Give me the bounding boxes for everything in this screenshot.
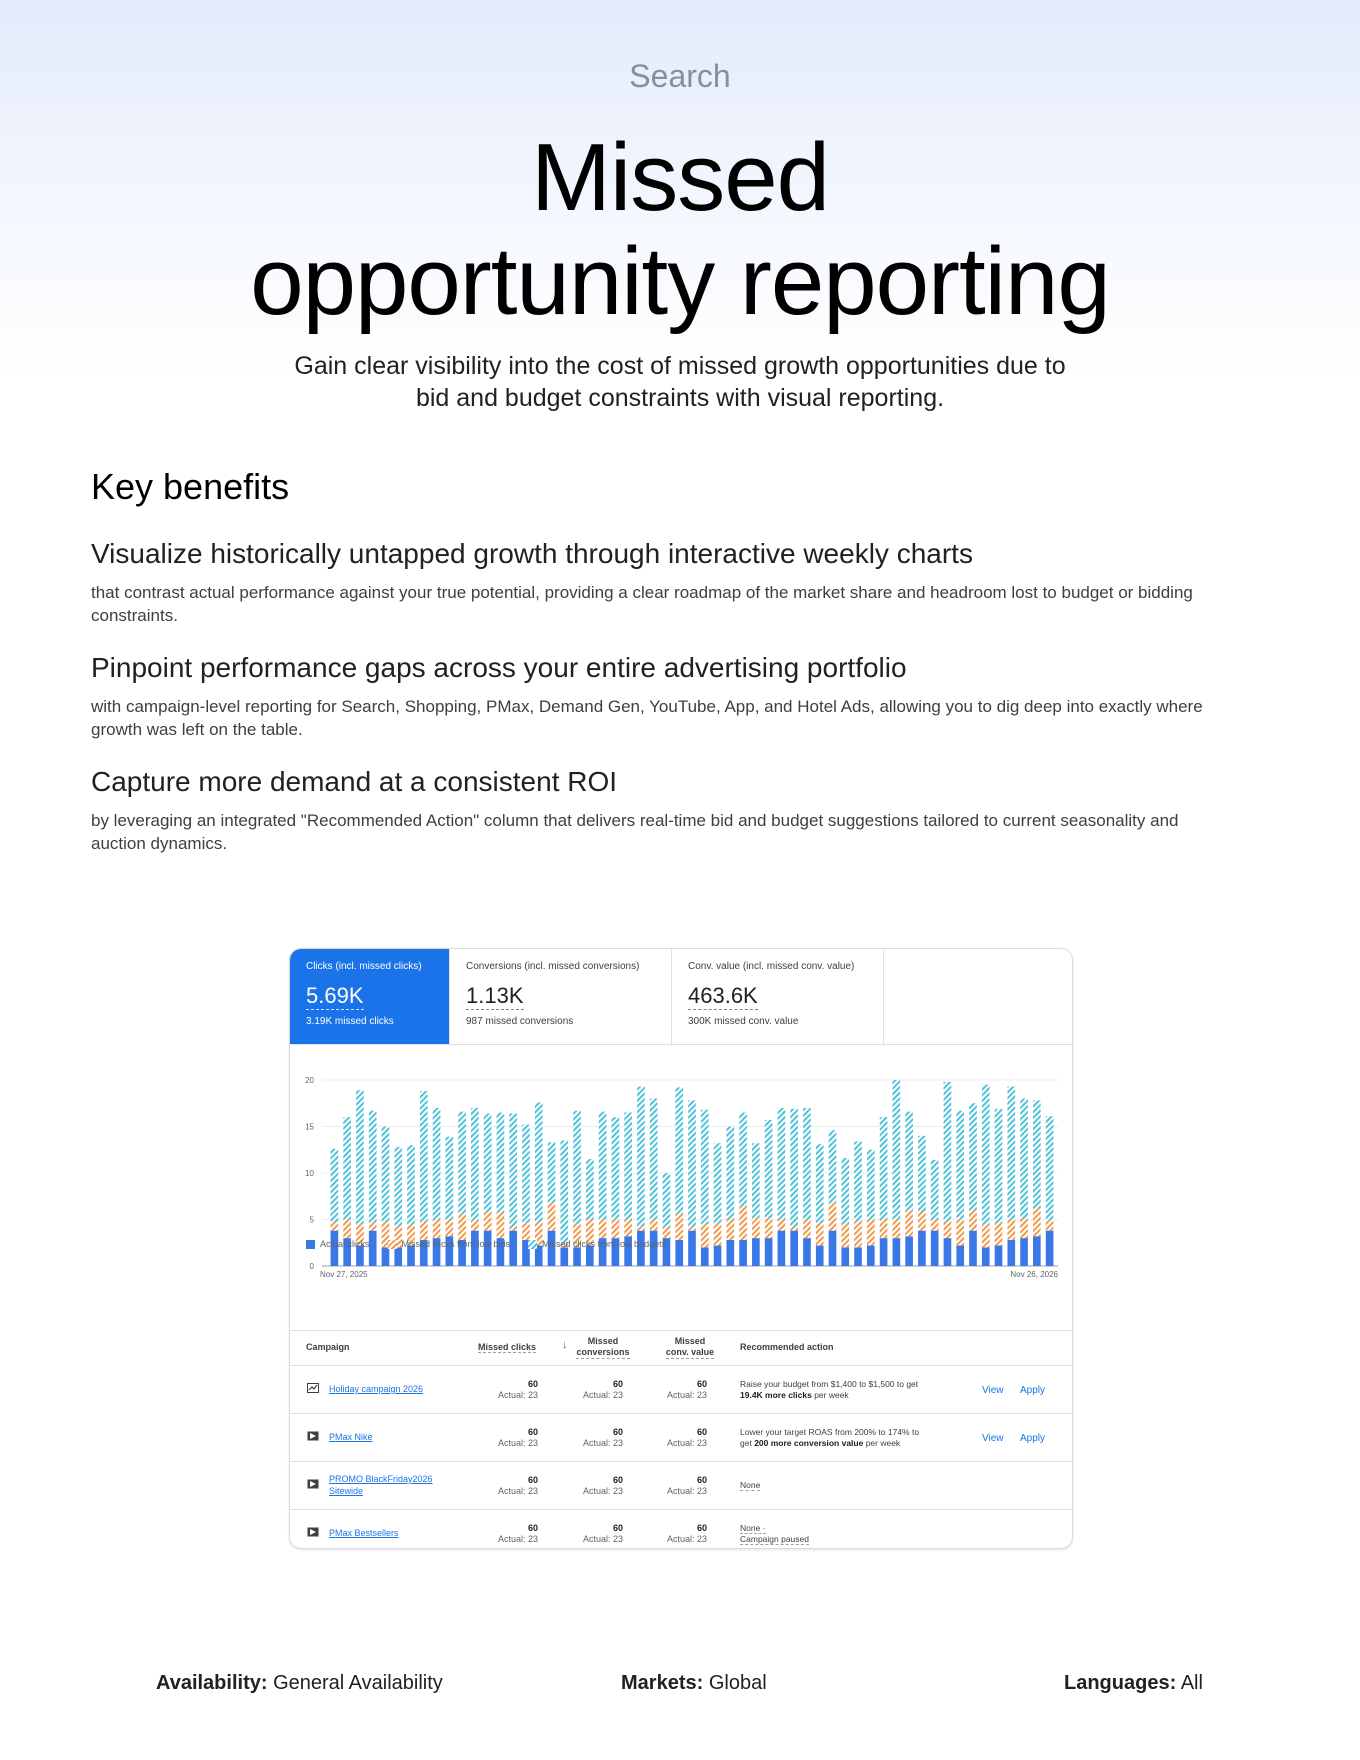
bar-segment-missed-low-budgets[interactable] (331, 1149, 339, 1222)
column-header-line: Missed (587, 1336, 619, 1346)
y-tick-label: 5 (309, 1215, 314, 1225)
recommendation-none[interactable]: None · (740, 1523, 766, 1533)
cell-value: 60 (612, 1475, 623, 1485)
bar-segment-actual-clicks[interactable] (854, 1247, 862, 1266)
cell-value: 60 (612, 1523, 623, 1533)
view-recommendation-button[interactable]: View (982, 1385, 1004, 1396)
bar-segment-missed-low-budgets[interactable] (560, 1140, 568, 1243)
bar-segment-missed-low-bids[interactable] (893, 1220, 901, 1239)
bar-segment-actual-clicks[interactable] (675, 1240, 683, 1266)
bar-segment-missed-low-bids[interactable] (790, 1227, 798, 1231)
cell-actual: Actual: 23 (497, 1438, 538, 1448)
bar-segment-missed-low-bids[interactable] (650, 1220, 658, 1231)
cell-actual: Actual: 23 (582, 1486, 623, 1496)
bar-segment-actual-clicks[interactable] (995, 1246, 1003, 1266)
recommendation-line (740, 1523, 940, 1534)
bar-segment-missed-low-budgets[interactable] (394, 1147, 402, 1227)
availability-info (156, 1672, 443, 1695)
bar-segment-missed-low-budgets[interactable] (1033, 1100, 1041, 1208)
bar-segment-actual-clicks[interactable] (573, 1247, 581, 1266)
y-tick-label: 20 (305, 1076, 314, 1085)
bar-segment-missed-low-budgets[interactable] (867, 1150, 875, 1220)
bar-segment-missed-low-budgets[interactable] (599, 1112, 607, 1220)
bar-segment-actual-clicks[interactable] (394, 1247, 402, 1266)
bar-segment-actual-clicks[interactable] (765, 1238, 773, 1266)
bar-segment-missed-low-budgets[interactable] (1046, 1116, 1054, 1220)
campaign-name-line: PROMO BlackFriday2026 (329, 1474, 433, 1484)
page-title-line-1: Missed (530, 124, 830, 231)
availability-value: General Availability (273, 1672, 443, 1694)
bar-segment-missed-low-budgets[interactable] (944, 1082, 952, 1222)
apply-recommendation-button[interactable]: Apply (1020, 1385, 1046, 1396)
bar-segment-missed-low-budgets[interactable] (382, 1127, 390, 1223)
bar-segment-missed-low-bids[interactable] (548, 1203, 556, 1231)
missed-conv-value-cell (647, 1475, 707, 1497)
table-header-row (290, 1331, 1072, 1366)
bar-segment-missed-low-bids[interactable] (714, 1223, 722, 1245)
metric-value: 1.13K (466, 983, 524, 1008)
bar-segment-missed-low-budgets[interactable] (956, 1111, 964, 1220)
campaign-link[interactable]: PMax Bestsellers (329, 1528, 399, 1538)
recommended-action-text (740, 1427, 940, 1449)
cell-value: 60 (696, 1475, 707, 1485)
cell-value: 60 (527, 1523, 538, 1533)
bar-segment-missed-low-budgets[interactable] (548, 1142, 556, 1202)
cell-actual: Actual: 23 (497, 1390, 538, 1400)
bar-segment-actual-clicks[interactable] (982, 1247, 990, 1266)
cell-value: 60 (696, 1427, 707, 1437)
missed-conversions-cell (563, 1475, 623, 1497)
bar-segment-actual-clicks[interactable] (867, 1246, 875, 1266)
legend-swatch-low-bids (388, 1240, 397, 1249)
recommended-action-text (740, 1379, 940, 1401)
missed-opportunity-report-card (289, 948, 1073, 1549)
bar-segment-missed-low-budgets[interactable] (918, 1136, 926, 1212)
languages-info (1064, 1672, 1203, 1695)
bar-segment-missed-low-budgets[interactable] (522, 1125, 530, 1224)
bar-segment-actual-clicks[interactable] (560, 1247, 568, 1266)
bar-segment-missed-low-bids[interactable] (624, 1220, 632, 1237)
subtitle-line-1: Gain clear visibility into the cost of missed growth opportunities due to (294, 352, 1066, 380)
cell-actual: Actual: 23 (497, 1534, 538, 1544)
bar-segment-missed-low-bids[interactable] (854, 1221, 862, 1247)
bar-segment-actual-clicks[interactable] (944, 1238, 952, 1266)
bar-segment-missed-low-bids[interactable] (905, 1210, 913, 1236)
bar-segment-missed-low-budgets[interactable] (726, 1127, 734, 1220)
cell-value: 60 (612, 1379, 623, 1389)
bar-segment-actual-clicks[interactable] (726, 1240, 734, 1266)
view-recommendation-button[interactable]: View (982, 1433, 1004, 1444)
bar-segment-missed-low-budgets[interactable] (765, 1120, 773, 1219)
bar-segment-missed-low-bids[interactable] (637, 1226, 645, 1231)
cell-actual: Actual: 23 (582, 1390, 623, 1400)
sort-descending-icon[interactable]: ↓ (562, 1339, 568, 1351)
bar-segment-missed-low-budgets[interactable] (356, 1090, 364, 1224)
bar-segment-missed-low-budgets[interactable] (905, 1112, 913, 1211)
bar-segment-missed-low-budgets[interactable] (420, 1091, 428, 1221)
bar-segment-missed-low-budgets[interactable] (586, 1159, 594, 1219)
bar-segment-missed-low-bids[interactable] (420, 1221, 428, 1240)
legend-swatch-low-budgets (528, 1240, 537, 1249)
recommendation-suffix: per week (863, 1438, 901, 1448)
campaign-link[interactable]: PMax Nike (329, 1432, 373, 1442)
bar-segment-actual-clicks[interactable] (931, 1231, 939, 1266)
bar-segment-actual-clicks[interactable] (918, 1231, 926, 1266)
metric-scorecards (290, 949, 1072, 1045)
metric-card-conversions[interactable] (450, 949, 672, 1044)
bar-segment-actual-clicks[interactable] (829, 1231, 837, 1266)
bar-segment-missed-low-budgets[interactable] (841, 1158, 849, 1224)
table-row (290, 1462, 1072, 1510)
table-row (290, 1510, 1072, 1549)
bar-segment-missed-low-bids[interactable] (509, 1227, 517, 1231)
column-header-line: Missed (674, 1336, 706, 1346)
recommended-action-text (740, 1480, 940, 1491)
product-area-label: Search (629, 58, 731, 94)
column-header-missed-clicks[interactable]: Missed clicks (478, 1342, 537, 1352)
missed-clicks-cell (478, 1379, 538, 1401)
bar-segment-missed-low-budgets[interactable] (982, 1085, 990, 1225)
legend-swatch-actual (306, 1240, 315, 1249)
benefit-body: by leveraging an integrated "Recommended Action" column that delivers real-time bid and budget suggestions tailored to current seasonality and auction dynamics. (91, 811, 1179, 853)
bar-segment-actual-clicks[interactable] (956, 1246, 964, 1266)
bar-segment-missed-low-bids[interactable] (701, 1224, 709, 1247)
bar-segment-actual-clicks[interactable] (880, 1238, 888, 1266)
availability-label: Availability: (156, 1672, 268, 1694)
recommended-action-text (740, 1523, 940, 1545)
bar-segment-missed-low-bids[interactable] (931, 1220, 939, 1231)
bar-segment-missed-low-bids[interactable] (918, 1212, 926, 1231)
bar-segment-actual-clicks[interactable] (1033, 1236, 1041, 1266)
x-tick-label-start: Nov 27, 2025 (320, 1270, 368, 1279)
recommendation-highlight: 200 more conversion value (754, 1438, 864, 1448)
pmax-campaign-icon (307, 1431, 319, 1441)
bar-segment-missed-low-bids[interactable] (752, 1218, 760, 1238)
campaign-link[interactable]: Holiday campaign 2026 (329, 1384, 424, 1394)
bar-segment-missed-low-bids[interactable] (816, 1223, 824, 1245)
metric-label: Conv. value (incl. missed conv. value) (688, 961, 855, 972)
metric-label: Clicks (incl. missed clicks) (306, 961, 422, 972)
recommendation-none[interactable]: None (740, 1480, 761, 1490)
bar-segment-missed-low-bids[interactable] (522, 1223, 530, 1240)
bar-segment-missed-low-budgets[interactable] (688, 1100, 696, 1226)
bar-segment-actual-clicks[interactable] (1020, 1238, 1028, 1266)
bar-segment-missed-low-bids[interactable] (841, 1224, 849, 1247)
bar-segment-missed-low-budgets[interactable] (484, 1113, 492, 1212)
metric-subtext: 987 missed conversions (466, 1016, 574, 1027)
x-tick-label-end: Nov 26, 2026 (1010, 1270, 1058, 1279)
bar-segment-missed-low-budgets[interactable] (1020, 1099, 1028, 1219)
bar-segment-missed-low-bids[interactable] (1020, 1219, 1028, 1239)
search-campaign-icon (307, 1383, 319, 1393)
benefit-item (91, 537, 1221, 627)
pmax-campaign-icon (307, 1527, 319, 1537)
benefit-item (91, 651, 1221, 741)
bar-segment-missed-low-bids[interactable] (803, 1220, 811, 1239)
bar-segment-actual-clicks[interactable] (816, 1246, 824, 1266)
metric-card-empty (884, 949, 1072, 1044)
campaign-table (290, 1330, 1072, 1549)
benefit-item (91, 765, 1221, 855)
legend-item-low-bids[interactable] (388, 1239, 511, 1249)
column-header-recommended-action[interactable]: Recommended action (740, 1342, 834, 1352)
table-row (290, 1366, 1072, 1414)
bar-segment-missed-low-bids[interactable] (458, 1214, 466, 1240)
bar-segment-missed-low-budgets[interactable] (663, 1173, 671, 1227)
languages-label: Languages: (1064, 1672, 1177, 1694)
bar-segment-missed-low-bids[interactable] (739, 1206, 747, 1239)
bar-segment-missed-low-budgets[interactable] (816, 1144, 824, 1223)
cell-value: 60 (696, 1379, 707, 1389)
missed-conversions-cell (563, 1427, 623, 1449)
column-header-line: conversions (576, 1347, 630, 1357)
bar-segment-missed-low-budgets[interactable] (624, 1113, 632, 1220)
bar-segment-actual-clicks[interactable] (752, 1238, 760, 1266)
missed-conv-value-cell (647, 1379, 707, 1401)
bar-segment-missed-low-bids[interactable] (995, 1223, 1003, 1245)
page-title (0, 126, 1360, 334)
key-benefits-heading: Key benefits (91, 466, 290, 507)
bar-segment-missed-low-bids[interactable] (446, 1220, 454, 1237)
missed-clicks-cell (478, 1475, 538, 1497)
bar-segment-missed-low-bids[interactable] (369, 1222, 377, 1230)
campaign-link[interactable] (329, 1473, 433, 1497)
bar-segment-actual-clicks[interactable] (701, 1247, 709, 1266)
bar-segment-actual-clicks[interactable] (905, 1236, 913, 1266)
cell-actual: Actual: 23 (582, 1438, 623, 1448)
bar-segment-missed-low-bids[interactable] (969, 1210, 977, 1230)
bar-segment-actual-clicks[interactable] (790, 1231, 798, 1266)
bar-segment-missed-low-bids[interactable] (663, 1227, 671, 1238)
bar-segment-missed-low-bids[interactable] (765, 1219, 773, 1239)
bar-segment-missed-low-bids[interactable] (982, 1224, 990, 1247)
metric-value: 5.69K (306, 983, 364, 1008)
bar-segment-missed-low-budgets[interactable] (803, 1108, 811, 1220)
bar-segment-missed-low-budgets[interactable] (701, 1110, 709, 1224)
table-row (290, 1414, 1072, 1462)
column-header-missed-conv-value[interactable] (655, 1336, 725, 1359)
y-tick-label: 15 (305, 1122, 314, 1132)
bar-segment-actual-clicks[interactable] (1046, 1231, 1054, 1266)
bar-segment-missed-low-budgets[interactable] (893, 1080, 901, 1220)
metric-subtext: 3.19K missed clicks (306, 1016, 394, 1027)
bar-segment-missed-low-bids[interactable] (675, 1214, 683, 1240)
bar-segment-missed-low-budgets[interactable] (433, 1108, 441, 1220)
page-title-line-2: opportunity reporting (250, 228, 1110, 335)
subtitle-line-2: bid and budget constraints with visual reporting. (415, 384, 945, 412)
bar-segment-missed-low-bids[interactable] (829, 1203, 837, 1231)
bar-segment-actual-clicks[interactable] (841, 1247, 849, 1266)
campaign-status[interactable]: Campaign paused (740, 1534, 809, 1544)
cell-value: 60 (527, 1427, 538, 1437)
bar-segment-missed-low-budgets[interactable] (969, 1103, 977, 1210)
bar-segment-missed-low-budgets[interactable] (714, 1143, 722, 1223)
bar-segment-missed-low-bids[interactable] (484, 1212, 492, 1231)
markets-label: Markets: (621, 1672, 704, 1694)
chart-legend (306, 1239, 666, 1249)
bar-segment-actual-clicks[interactable] (714, 1246, 722, 1266)
bar-segment-missed-low-bids[interactable] (343, 1220, 351, 1239)
markets-value: Global (708, 1672, 767, 1694)
bar-segment-missed-low-budgets[interactable] (752, 1143, 760, 1217)
bar-segment-missed-low-budgets[interactable] (739, 1113, 747, 1207)
bar-segment-missed-low-budgets[interactable] (458, 1112, 466, 1214)
bar-segment-missed-low-bids[interactable] (331, 1222, 339, 1230)
bar-segment-actual-clicks[interactable] (893, 1238, 901, 1266)
bar-segment-missed-low-budgets[interactable] (407, 1145, 415, 1224)
pmax-campaign-icon (307, 1479, 319, 1489)
recommendation-line: Lower your target ROAS from 200% to 174% to (740, 1427, 920, 1437)
column-header-missed-conversions[interactable] (568, 1336, 638, 1359)
metric-subtext: 300K missed conv. value (688, 1016, 799, 1027)
bar-segment-missed-low-budgets[interactable] (637, 1087, 645, 1227)
recommendation-suffix: per week (811, 1390, 849, 1400)
cell-actual: Actual: 23 (666, 1438, 707, 1448)
metric-label: Conversions (incl. missed conversions) (466, 961, 640, 972)
missed-clicks-cell (478, 1427, 538, 1449)
cell-actual: Actual: 23 (582, 1534, 623, 1544)
y-tick-label: 10 (305, 1169, 314, 1178)
cell-actual: Actual: 23 (666, 1390, 707, 1400)
column-header-line: conv. value (665, 1347, 715, 1357)
bar-segment-missed-low-budgets[interactable] (854, 1141, 862, 1221)
missed-conversions-cell (563, 1379, 623, 1401)
recommendation-line (740, 1438, 940, 1449)
bar-segment-missed-low-budgets[interactable] (471, 1108, 479, 1221)
metric-card-conv-value[interactable] (672, 949, 884, 1044)
cell-value: 60 (612, 1427, 623, 1437)
bar-segment-missed-low-budgets[interactable] (369, 1111, 377, 1223)
legend-label: Missed clicks from low budgets (542, 1239, 667, 1249)
bar-segment-missed-low-budgets[interactable] (497, 1113, 505, 1213)
bar-segment-missed-low-bids[interactable] (1046, 1220, 1054, 1230)
recommendation-highlight: 19.4K more clicks (740, 1390, 812, 1400)
bar-segment-missed-low-budgets[interactable] (509, 1113, 517, 1226)
bar-segment-missed-low-budgets[interactable] (931, 1160, 939, 1220)
apply-recommendation-button[interactable]: Apply (1020, 1433, 1046, 1444)
page-subtitle (230, 350, 1130, 414)
legend-label: Actual clicks (320, 1239, 370, 1249)
bar-segment-missed-low-budgets[interactable] (446, 1137, 454, 1220)
benefit-body: that contrast actual performance against your true potential, providing a clear roadmap of the market share and headroom lost to budget or bidding constraints. (91, 583, 1193, 625)
cell-actual: Actual: 23 (666, 1534, 707, 1544)
missed-conversions-cell (563, 1523, 623, 1545)
languages-value: All (1180, 1672, 1203, 1694)
bar-segment-missed-low-budgets[interactable] (880, 1117, 888, 1219)
cell-value: 60 (696, 1523, 707, 1533)
bar-segment-missed-low-budgets[interactable] (778, 1108, 786, 1220)
legend-label: Missed clicks from low bids (401, 1239, 511, 1249)
bar-segment-missed-low-budgets[interactable] (995, 1109, 1003, 1223)
missed-conv-value-cell (647, 1523, 707, 1545)
benefit-heading: Pinpoint performance gaps across your entire advertising portfolio (91, 652, 907, 683)
bar-segment-actual-clicks[interactable] (969, 1231, 977, 1266)
recommendation-line (740, 1390, 940, 1401)
bar-segment-missed-low-budgets[interactable] (573, 1111, 581, 1224)
bar-segment-missed-low-bids[interactable] (1007, 1220, 1015, 1240)
bar-segment-missed-low-budgets[interactable] (650, 1099, 658, 1220)
bar-segment-actual-clicks[interactable] (1007, 1240, 1015, 1266)
cell-actual: Actual: 23 (666, 1486, 707, 1496)
bar-segment-actual-clicks[interactable] (778, 1231, 786, 1266)
bar-segment-missed-low-budgets[interactable] (790, 1109, 798, 1227)
bar-segment-missed-low-bids[interactable] (944, 1221, 952, 1238)
bar-segment-actual-clicks[interactable] (739, 1240, 747, 1266)
benefit-heading: Visualize historically untapped growth through interactive weekly charts (91, 538, 973, 569)
y-tick-label: 0 (309, 1262, 314, 1271)
bar-segment-missed-low-bids[interactable] (778, 1220, 786, 1231)
bar-segment-actual-clicks[interactable] (688, 1231, 696, 1266)
legend-item-low-budgets[interactable] (528, 1239, 666, 1249)
bar-segment-missed-low-budgets[interactable] (1007, 1087, 1015, 1220)
metric-value: 463.6K (688, 983, 758, 1008)
bar-segment-missed-low-budgets[interactable] (612, 1117, 620, 1219)
column-header-campaign[interactable]: Campaign (306, 1342, 350, 1352)
bar-segment-missed-low-bids[interactable] (867, 1220, 875, 1246)
cell-value: 60 (527, 1475, 538, 1485)
campaign-name-line: Sitewide (329, 1486, 364, 1496)
bar-segment-missed-low-budgets[interactable] (675, 1087, 683, 1213)
metric-card-clicks[interactable] (290, 949, 450, 1044)
cell-actual: Actual: 23 (497, 1486, 538, 1496)
bar-segment-missed-low-bids[interactable] (433, 1220, 441, 1239)
missed-conv-value-cell (647, 1427, 707, 1449)
markets-info (621, 1672, 767, 1695)
missed-clicks-cell (478, 1523, 538, 1545)
benefit-heading: Capture more demand at a consistent ROI (91, 766, 618, 797)
bar-segment-missed-low-bids[interactable] (612, 1220, 620, 1239)
recommendation-prefix: get (740, 1438, 755, 1448)
bar-segment-missed-low-bids[interactable] (726, 1220, 734, 1240)
bar-segment-missed-low-budgets[interactable] (829, 1130, 837, 1203)
bar-segment-missed-low-bids[interactable] (688, 1227, 696, 1231)
bar-segment-missed-low-bids[interactable] (880, 1220, 888, 1239)
bar-segment-missed-low-budgets[interactable] (535, 1102, 543, 1222)
recommendation-line: Raise your budget from $1,400 to $1,500 to get (740, 1379, 919, 1389)
legend-item-actual[interactable] (306, 1239, 370, 1249)
bar-segment-actual-clicks[interactable] (382, 1247, 390, 1266)
bar-segment-missed-low-bids[interactable] (956, 1220, 964, 1246)
benefit-body: with campaign-level reporting for Search, Shopping, PMax, Demand Gen, YouTube, App, and Hotel Ads, allowing you to dig deep into exactly where growth was left on the table. (91, 697, 1203, 739)
bar-segment-missed-low-bids[interactable] (599, 1220, 607, 1239)
bar-segment-missed-low-bids[interactable] (471, 1220, 479, 1230)
recommendation-line (740, 1534, 940, 1545)
bar-segment-missed-low-budgets[interactable] (343, 1117, 351, 1219)
bar-segment-missed-low-bids[interactable] (1033, 1208, 1041, 1236)
bar-segment-missed-low-bids[interactable] (497, 1212, 505, 1238)
cell-value: 60 (527, 1379, 538, 1389)
bar-segment-actual-clicks[interactable] (803, 1238, 811, 1266)
